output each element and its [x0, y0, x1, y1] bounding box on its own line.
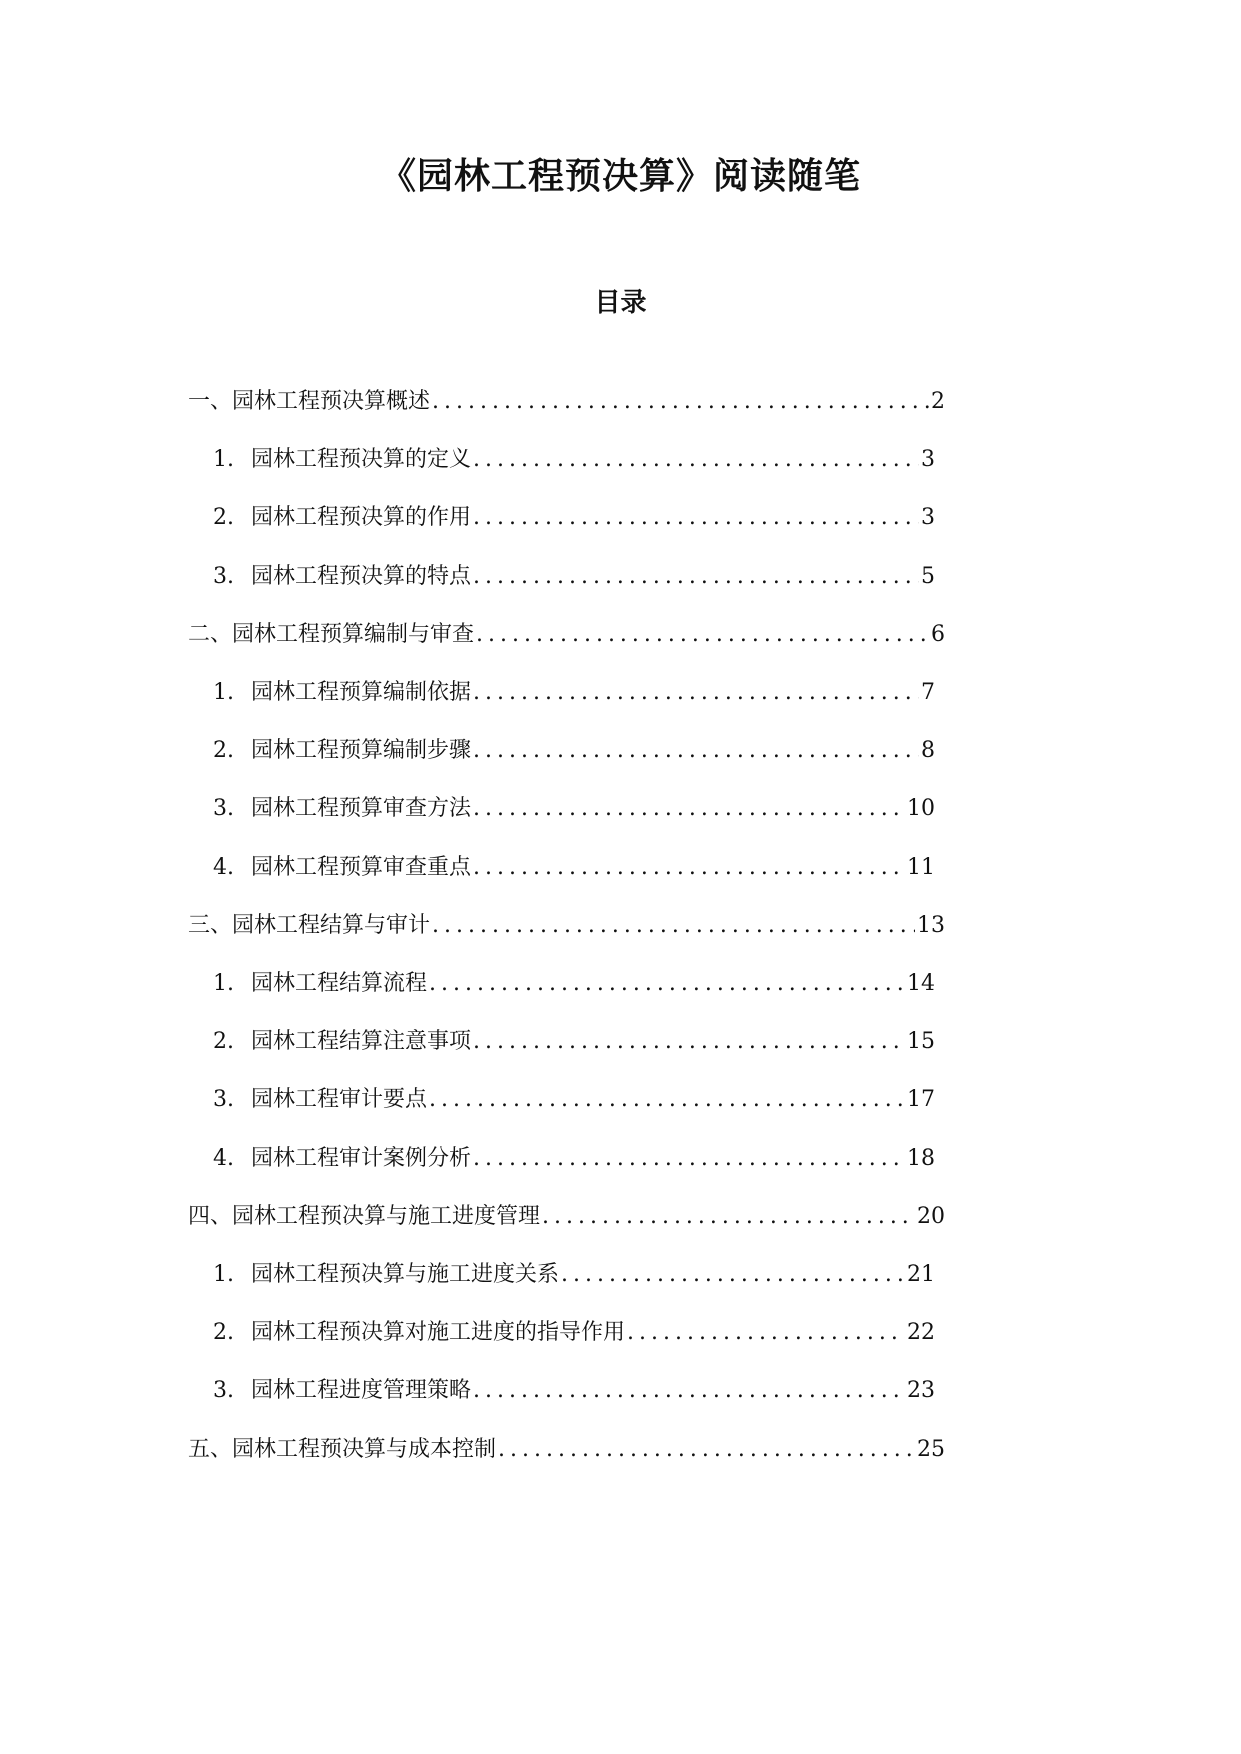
- toc-page-number: 13: [917, 912, 945, 938]
- toc-page-number: 20: [917, 1203, 945, 1229]
- toc-subsection-entry[interactable]: [213, 789, 935, 829]
- toc-entry-number: 3.: [213, 796, 234, 822]
- toc-page-number: 14: [907, 971, 935, 996]
- toc-dot-leader: [473, 789, 905, 829]
- toc-dot-leader: [498, 1430, 915, 1470]
- toc-entry-number: 4.: [213, 1145, 234, 1171]
- toc-entry-title: 园林工程预决算与施工进度关系: [251, 1262, 560, 1287]
- toc-page-number: 15: [907, 1029, 935, 1055]
- toc-entry-number: 2.: [213, 738, 234, 764]
- toc-dot-leader: [473, 731, 919, 771]
- toc-dot-leader: [473, 498, 919, 538]
- toc-entry-number: 1.: [213, 680, 234, 705]
- toc-page-number: 5: [921, 563, 935, 589]
- toc-entry-number: 1.: [213, 1262, 234, 1287]
- toc-dot-leader: [429, 964, 905, 1004]
- toc-heading: 目录: [594, 288, 647, 318]
- toc-subsection-entry[interactable]: [213, 964, 935, 1004]
- toc-subsection-entry[interactable]: [213, 848, 935, 888]
- document-title: 《园林工程预决算》阅读随笔: [379, 155, 861, 197]
- toc-subsection-entry[interactable]: [213, 731, 935, 771]
- toc-dot-leader: [561, 1255, 905, 1295]
- toc-page-number: 3: [921, 447, 935, 473]
- toc-page-number: 2: [931, 389, 945, 414]
- toc-subsection-entry[interactable]: [213, 440, 935, 480]
- toc-section-entry[interactable]: [188, 906, 945, 946]
- toc-entry-number: 1.: [213, 447, 234, 473]
- toc-section-entry[interactable]: [188, 615, 945, 655]
- toc-entry-number: 3.: [213, 1378, 234, 1404]
- toc-subsection-entry[interactable]: [213, 1313, 935, 1353]
- toc-subsection-entry[interactable]: [213, 1022, 935, 1062]
- toc-dot-leader: [473, 1371, 905, 1411]
- toc-entry-title: 园林工程进度管理策略: [251, 1378, 472, 1404]
- toc-dot-leader: [473, 440, 919, 480]
- toc-entry-number: 2.: [213, 505, 234, 531]
- toc-entry-title: 园林工程预决算的定义: [251, 447, 472, 473]
- toc-dot-leader: [476, 615, 929, 655]
- toc-page-number: 21: [907, 1262, 935, 1287]
- toc-section-entry[interactable]: [188, 1430, 945, 1470]
- toc-dot-leader: [432, 382, 929, 422]
- toc-section-entry[interactable]: [188, 1197, 945, 1237]
- toc-entry-title: 园林工程预决算对施工进度的指导作用: [251, 1320, 626, 1346]
- toc-page-number: 10: [907, 796, 935, 822]
- toc-entry-title: 一、园林工程预决算概述: [188, 389, 431, 414]
- toc-entry-title: 二、园林工程预算编制与审查: [188, 621, 475, 647]
- toc-dot-leader: [473, 673, 919, 713]
- toc-page-number: 17: [907, 1087, 935, 1113]
- toc-page-number: 8: [921, 738, 935, 764]
- toc-entry-title: 园林工程预算编制步骤: [251, 738, 472, 764]
- toc-entry-title: 园林工程审计案例分析: [251, 1145, 472, 1171]
- toc-page-number: 7: [921, 680, 935, 705]
- toc-entry-title: 园林工程预算编制依据: [251, 680, 472, 705]
- toc-entry-title: 园林工程预算审查重点: [251, 854, 472, 880]
- toc-subsection-entry[interactable]: [213, 557, 935, 597]
- toc-entry-number: 1.: [213, 971, 234, 996]
- toc-dot-leader: [542, 1197, 915, 1237]
- toc-page-number: 22: [907, 1320, 935, 1346]
- toc-subsection-entry[interactable]: [213, 1139, 935, 1179]
- toc-dot-leader: [473, 848, 905, 888]
- toc-entry-number: 2.: [213, 1029, 234, 1055]
- toc-dot-leader: [429, 1080, 905, 1120]
- toc-entry-title: 园林工程预决算的作用: [251, 505, 472, 531]
- toc-subsection-entry[interactable]: [213, 673, 935, 713]
- toc-entry-title: 园林工程审计要点: [251, 1087, 428, 1113]
- toc-entry-title: 园林工程预决算的特点: [251, 563, 472, 589]
- toc-subsection-entry[interactable]: [213, 1080, 935, 1120]
- toc-entry-title: 园林工程结算流程: [251, 971, 428, 996]
- toc-page-number: 25: [917, 1436, 945, 1462]
- toc-entry-title: 四、园林工程预决算与施工进度管理: [188, 1203, 541, 1229]
- toc-page-number: 6: [931, 621, 945, 647]
- toc-dot-leader: [473, 1022, 905, 1062]
- toc-entry-number: 3.: [213, 563, 234, 589]
- toc-page-number: 23: [907, 1378, 935, 1404]
- toc-subsection-entry[interactable]: [213, 1371, 935, 1411]
- toc-dot-leader: [432, 906, 915, 946]
- toc-entry-number: 2.: [213, 1320, 234, 1346]
- toc-page-number: 18: [907, 1145, 935, 1171]
- toc-entry-title: 三、园林工程结算与审计: [188, 912, 431, 938]
- toc-dot-leader: [473, 557, 919, 597]
- toc-dot-leader: [473, 1139, 905, 1179]
- toc-dot-leader: [627, 1313, 905, 1353]
- toc-entry-number: 4.: [213, 854, 234, 880]
- toc-page-number: 11: [907, 854, 935, 880]
- toc-entry-title: 园林工程结算注意事项: [251, 1029, 472, 1055]
- toc-entry-number: 3.: [213, 1087, 234, 1113]
- toc-entry-title: 园林工程预算审查方法: [251, 796, 472, 822]
- toc-subsection-entry[interactable]: [213, 1255, 935, 1295]
- toc-subsection-entry[interactable]: [213, 498, 935, 538]
- toc-entry-title: 五、园林工程预决算与成本控制: [188, 1436, 497, 1462]
- toc-section-entry[interactable]: [188, 382, 945, 422]
- toc-page-number: 3: [921, 505, 935, 531]
